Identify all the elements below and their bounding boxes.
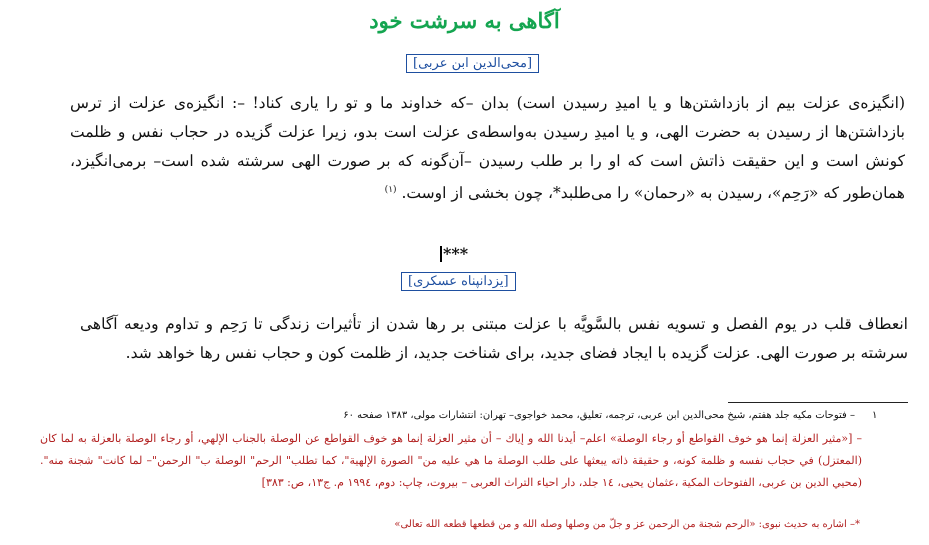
author-label-yazdanpanah: [یزدانپناه عسکری] [401,272,516,291]
text-cursor [440,246,442,262]
document-title: آگاهی به سرشت خود [369,8,560,33]
paragraph-text: (انگیزه‌ی عزلت بیم از بازداشتن‌ها و یا امیدِ رسیدن است) بدان –که خداوند ما و تو را یاری کناد! –: انگیزه‌ی عزلت از ترس بازداشتن‌ها از رسیدن به حضرت الهی، و یا امیدِ رسیدن به‌واسطه‌ی عزلت است بدو، زیرا عزلت گزیده در حجاب نفس و ظلمت کونش است و این حقیقت ذاتش است که او را بر طلب رسیدن –آن‌گونه که بر صورت الهی سرشته شده است– برمی‌انگیزد، همان‌طور که «رَحِم»، رسیدن به «رحمان» را می‌طلبد*، چون بخشی از اوست. [70,94,905,203]
paragraph-yazdanpanah: انعطاف قلب در یوم الفصل و تسویه نفس بالسَّویَّه با عزلت مبتنی بر رها شدن از تأثیرات زندگی تا رَحِم و تداوم ودیعه آگاهی سرشته بر صورت الهی. عزلت گزیده با ایجاد فضای جدید، برای شناخت جدید، از ظلمت کون و حجاب نفس رها خواهد شد. [80,315,908,362]
footnote-divider [728,402,908,403]
separator-text: *** [443,244,469,263]
author-label-ibn-arabi: [محی‌الدین ابن عربی] [406,54,539,73]
footnote-number: ۱ [872,410,878,421]
footnote-reference[interactable]: (۱) [384,185,397,195]
paragraph-ibn-arabi [70,89,905,208]
footnote-arabic-text: – [«مثیر العزلة إنما هو خوف القواطع أو رجاء الوصلة» اعلم– أیدنا الله و إیاك – أن مثیر العزلة إنما هو خوف القواطع عن الوصلة بالجناب الإلهي، أو رجاء الوصلة بالعزلة به لما كان (المعتزل) في حجاب نفسه و ظلمة كونه، و حقيقة ذاته يبعثها على طلب الوصلة ما هي عليه من" الصورة الإلهية"، كما تطلب" الرحم" الوصلة ب" الرحمن"– لما كانت" شجنة منه". (محيي الدين بن عربى، الفتوحات المكية ،عثمان يحيى، ١٤ جلد، دار احياء التراث العربى – بيروت، چاپ: دوم، ١٩٩٤ م. ج١٣، ص: ٣٨٣] [40,432,862,489]
section-separator [440,244,468,263]
footnote-hadith: *– اشاره به حدیث نبوی: «الرحم شجنة من الرحمن عز و جلّ من وصلها وصله الله و من قطعها قطعه الله تعالی» [394,519,860,530]
footnote-source: – فتوحات مکیه جلد هفتم، شیخ محی‌الدین ابن عربی، ترجمه، تعلیق، محمد خواجوی– تهران: انتشارات مولی، ۱۳۸۳ صفحه ۶۰ [343,410,855,421]
